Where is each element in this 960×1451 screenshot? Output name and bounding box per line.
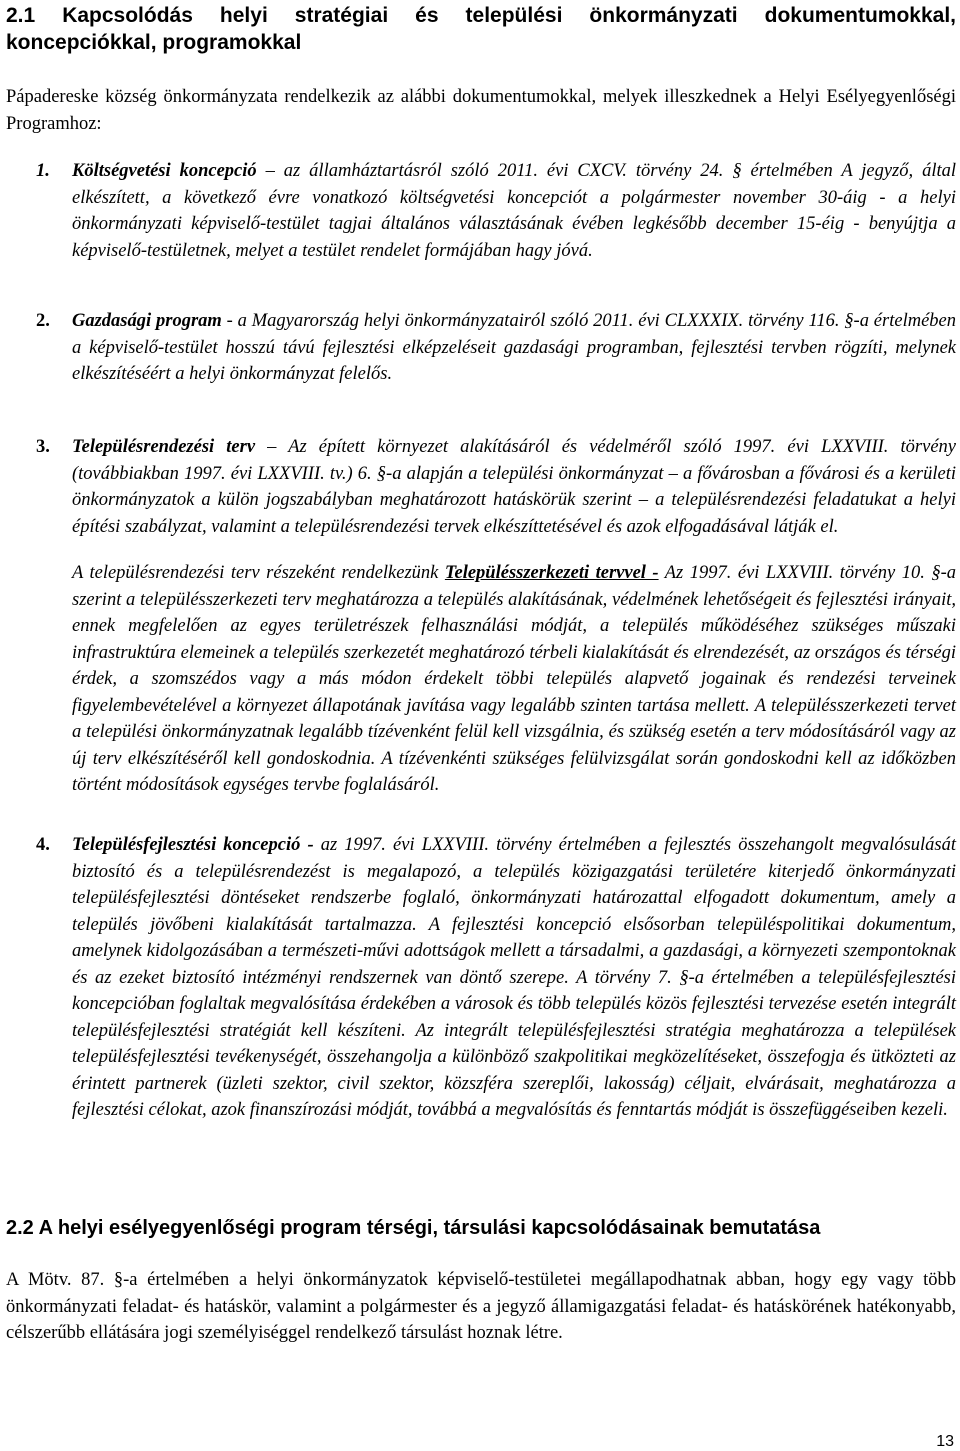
item-3-sub-text-b: Az 1997. évi LXXVIII. törvény 10. §-a szerint a településszerkezeti terv meghatározza a település alakításának, védelmének lehetőségeit és fejlesztési irányait, ennek megfelelően az egyes területrészek felhasználási módját, a település működéséhez szükséges műszaki infrastruktúra elemeinek a település szerkezetét meghatározó térbeli kialakítását és elrendezését, az országos és térségi érdek, a szomszédos vagy a más módon érdekelt többi település alapvető jogainak és rendezési terveinek figyelembevételével a környezet állapotának javítása vagy legalább szinten tartása mellett. A településszerkezeti tervet a települési önkormányzatnak legalább tízévenként felül kell vizsgálnia, és szükség esetén a terv módosításáról vagy az új terv elkészítéséről kell gondoskodnia. A tízévenkénti szükséges felülvizsgálat során gondoskodni kell az időközben történt módosítások egységes tervbe foglalásáról.	[72, 563, 956, 795]
item-1-number: 1.	[36, 161, 50, 181]
item-1-paragraph	[72, 158, 956, 264]
item-4-text: az 1997. évi LXXVIII. törvény értelmében a fejlesztés összehangolt megvalósulását biztosító és a településrendezést is megalapozó, a település közigazgatási területére kiterjedő önkormányzati településfejlesztési döntéseket rendszerbe foglaló, önkormányzati határozattal elfogadott dokumentum, amely a település jövőbeni kialakítását tartalmazza. A fejlesztési koncepció elsősorban településpolitikai dokumentum, amelynek kidolgozásában a természeti-művi adottságok mellett a társadalmi, a gazdasági, a környezeti szempontoknak és az ezeket biztosító intézményi rendszernek van döntő szerepe. A törvény 7. §-a értelmében a településfejlesztési koncepcióban foglaltak megvalósítása érdekében a városok és több település közös fejlesztési tervezése esetén integrált településfejlesztési stratégiát kell készíteni. Az integrált településfejlesztési stratégia meghatározza a települések településfejlesztési tevékenységét, összehangolja a különböző szakpolitikai megközelítéseket, összefogja és ütközteti az érintett partnerek (üzleti szektor, civil szektor, közszféra szereplői, lakosság) céljait, elvárásait, meghatározza a fejlesztési célokat, azok finanszírozási módját, továbbá a megvalósítás és fenntartás módját is összefüggéseiben kezeli.	[72, 835, 956, 1120]
item-4-paragraph	[72, 832, 956, 1124]
item-2-text: - a Magyarország helyi önkormányzatairól szóló 2011. évi CLXXXIX. törvény 116. §-a értelmében a képviselő-testület hosszú távú fejlesztési elképzeléseit gazdasági programban, fejlesztési tervben rögzíti, melynek elkészítéséért a helyi önkormányzat felelős.	[72, 311, 956, 384]
item-2-title: Gazdasági program	[72, 311, 222, 331]
item-1-text: – az államháztartásról szóló 2011. évi CXCV. törvény 24. § értelmében A jegyző, által elkészített, a következő évre vonatkozó költségvetési koncepciót a polgármester november 30-áig - a helyi önkormányzati képviselő-testület tagjai általános választásának évében legkésőbb december 15-éig - benyújtja a képviselő-testületnek, melyet a testület rendelet formájában hagy jóvá.	[72, 161, 956, 261]
item-2-number: 2.	[36, 311, 50, 331]
item-3-title: Településrendezési terv	[72, 437, 256, 457]
intro-paragraph: Pápadereske község önkormányzata rendelkezik az alábbi dokumentumokkal, melyek illeszkednek a Helyi Esélyegyenlőségi Programhoz:	[6, 87, 956, 134]
item-1-title: Költségvetési koncepció	[72, 161, 257, 181]
item-3-sub-title: Településszerkezeti tervvel -	[444, 563, 659, 583]
section-2-2-paragraph: A Mötv. 87. §-a értelmében a helyi önkormányzatok képviselő-testületei megállapodhatnak abban, hogy egy vagy több önkormányzati feladat- és hatáskör, valamint a polgármester és a jegyző államigazgatási feladat- és hatáskörének hatékonyabb, célszerűbb ellátására jogi személyiséggel rendelkező társulást hoznak létre.	[6, 1270, 956, 1343]
page-number: 13	[936, 1433, 954, 1450]
section-heading-2-1: 2.1 Kapcsolódás helyi stratégiai és települési önkormányzati dokumentumokkal, koncepciókkal, programokkal	[6, 4, 956, 54]
item-3-subparagraph	[72, 560, 956, 799]
section-heading-2-2: 2.2 A helyi esélyegyenlőségi program térségi, társulási kapcsolódásainak bemutatása	[6, 1217, 821, 1239]
item-3-paragraph	[72, 434, 956, 540]
item-4-number: 4.	[36, 835, 50, 855]
item-2-paragraph	[72, 308, 956, 388]
item-3-sub-text-a: A településrendezési terv részeként rendelkezünk	[72, 563, 445, 583]
item-3-number: 3.	[36, 437, 50, 457]
item-4-title: Településfejlesztési koncepció -	[72, 835, 314, 855]
item-3-text: – Az épített környezet alakításáról és védelméről szóló 1997. évi LXXVIII. törvény (továbbiakban 1997. évi LXXVIII. tv.) 6. §-a alapján a települési önkormányzat – a fővárosban a fővárosi és a kerületi önkormányzatok a külön jogszabályban meghatározott hatáskörük szerint – a településrendezési feladatukat a helyi építési szabályzat, valamint a településrendezési tervek elkészíttetésével és azok elfogadásával látják el.	[72, 437, 956, 537]
